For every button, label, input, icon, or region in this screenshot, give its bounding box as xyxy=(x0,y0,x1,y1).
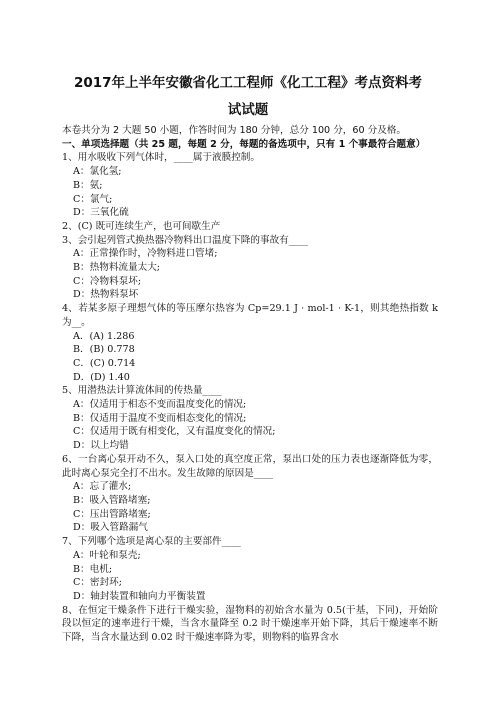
question-6-option-c: C：压出管路堵塞; xyxy=(73,508,151,520)
question-4-option-d: D．(D) 1.40 xyxy=(73,371,130,383)
section-heading: 一、单项选择题（共 25 题，每题 2 分，每题的备选项中，只有 1 个事最符合题意） xyxy=(62,138,426,150)
question-5: 5、用潜热法计算流体间的传热量____ xyxy=(62,385,222,397)
question-1-option-c: C：氯气; xyxy=(73,193,113,205)
question-5-option-c: C：仅适用于既有相变化，又有温度变化的情况; xyxy=(73,426,276,438)
question-3-option-c: C：冷物料泵坏; xyxy=(73,275,142,287)
question-3: 3、会引起列管式换热器冷物料出口温度下降的事故有____ xyxy=(62,234,308,246)
question-5-option-a: A：仅适用于相态不变而温度变化的情况; xyxy=(73,399,247,411)
question-4: 4、若某多原子理想气体的等压摩尔热容为 Cp=29.1 J · mol-1 · K-1，则其绝热指数 k 为__。 xyxy=(62,303,438,328)
document-title xyxy=(60,70,436,124)
title-line-2: 试试题 xyxy=(227,102,269,118)
question-6: 6、一台离心泵开动不久，泵入口处的真空度正常，泵出口处的压力表也逐渐降低为零，此时离心泵完全打不出水。发生故障的原因是____ xyxy=(62,453,438,479)
question-7-option-a: A：叶轮和泵壳; xyxy=(73,549,141,561)
question-7: 7、下列哪个选项是离心泵的主要部件____ xyxy=(62,536,241,548)
question-4-option-c: C．(C) 0.714 xyxy=(73,357,136,369)
exam-intro: 本卷共分为 2 大题 50 小题，作答时间为 180 分钟，总分 100 分，60 分及格。 xyxy=(62,125,407,136)
question-2: 2、(C) 既可连续生产，也可间歇生产 xyxy=(62,220,221,232)
question-1-option-b: B：氨; xyxy=(73,179,103,191)
question-1-option-a: A：氯化氢; xyxy=(73,166,122,178)
question-6-option-a: A：忘了灌水; xyxy=(73,481,132,493)
question-7-option-c: C：密封环; xyxy=(73,577,122,589)
question-6-option-d: D：吸入管路漏气 xyxy=(73,522,148,534)
question-3-option-a: A：正常操作时，冷物料进口管堵; xyxy=(73,248,218,260)
question-4-option-b: B．(B) 0.778 xyxy=(73,344,135,356)
question-5-option-b: B：仅适用于温度不变而相态变化的情况; xyxy=(73,412,247,424)
question-4-option-a: A．(A) 1.286 xyxy=(73,330,135,342)
question-5-option-d: D：以上均错 xyxy=(73,440,129,452)
question-8: 8、在恒定干燥条件下进行干燥实验，湿物料的初始含水量为 0.5(干基，下同)，开始阶段以恒定的速率进行干燥，当含水量降至 0.2 时干燥速率开始下降，其后干燥速率不断下降，当含水量达到 0.02 时干燥速率降为零，则物料的临界含水 xyxy=(62,604,438,644)
question-1: 1、用水吸收下列气体时，____属于液膜控制。 xyxy=(62,152,260,164)
question-7-option-b: B：电机; xyxy=(73,563,113,575)
question-1-option-d: D：三氧化硫 xyxy=(73,207,129,219)
question-6-option-b: B：吸入管路堵塞; xyxy=(73,494,151,506)
question-7-option-d: D：轴封装置和轴向力平衡装置 xyxy=(73,590,206,602)
title-line-1: 2017年上半年安徽省化工工程师《化工工程》考点资料考 xyxy=(73,75,423,91)
document-body xyxy=(62,124,438,645)
question-3-option-b: B：热物料流量太大; xyxy=(73,262,161,274)
question-3-option-d: D：热物料泵坏 xyxy=(73,289,139,301)
